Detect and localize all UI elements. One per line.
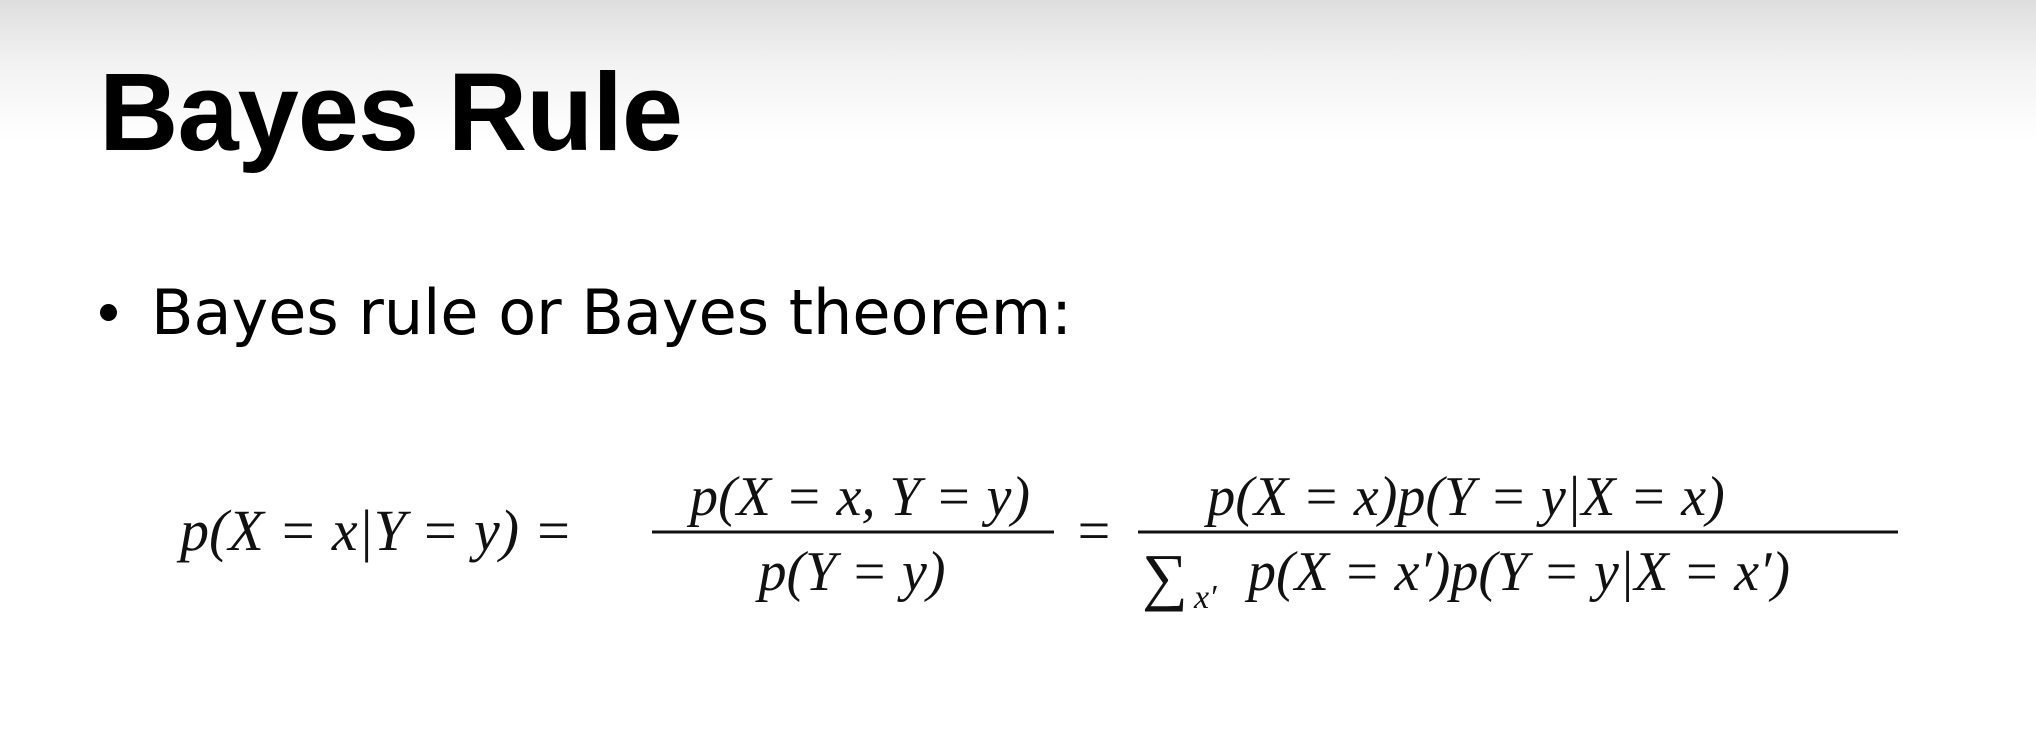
- slide-title: Bayes Rule: [99, 51, 683, 174]
- bullet-text: Bayes rule or Bayes theorem:: [151, 275, 1072, 349]
- middle-equals: =: [1077, 498, 1111, 563]
- sum-subscript: x′: [1194, 579, 1217, 616]
- fraction2-numerator: p(X = x)p(Y = y|X = x): [1207, 466, 1725, 528]
- fraction2-denominator: p(X = x′)p(Y = y|X = x′): [1248, 541, 1790, 603]
- fraction1-denominator: p(Y = y): [758, 541, 946, 603]
- equation-lhs: p(X = x|Y = y) =: [180, 498, 573, 563]
- fraction1-numerator: p(X = x, Y = y): [690, 466, 1030, 528]
- sum-icon: ∑: [1142, 541, 1188, 612]
